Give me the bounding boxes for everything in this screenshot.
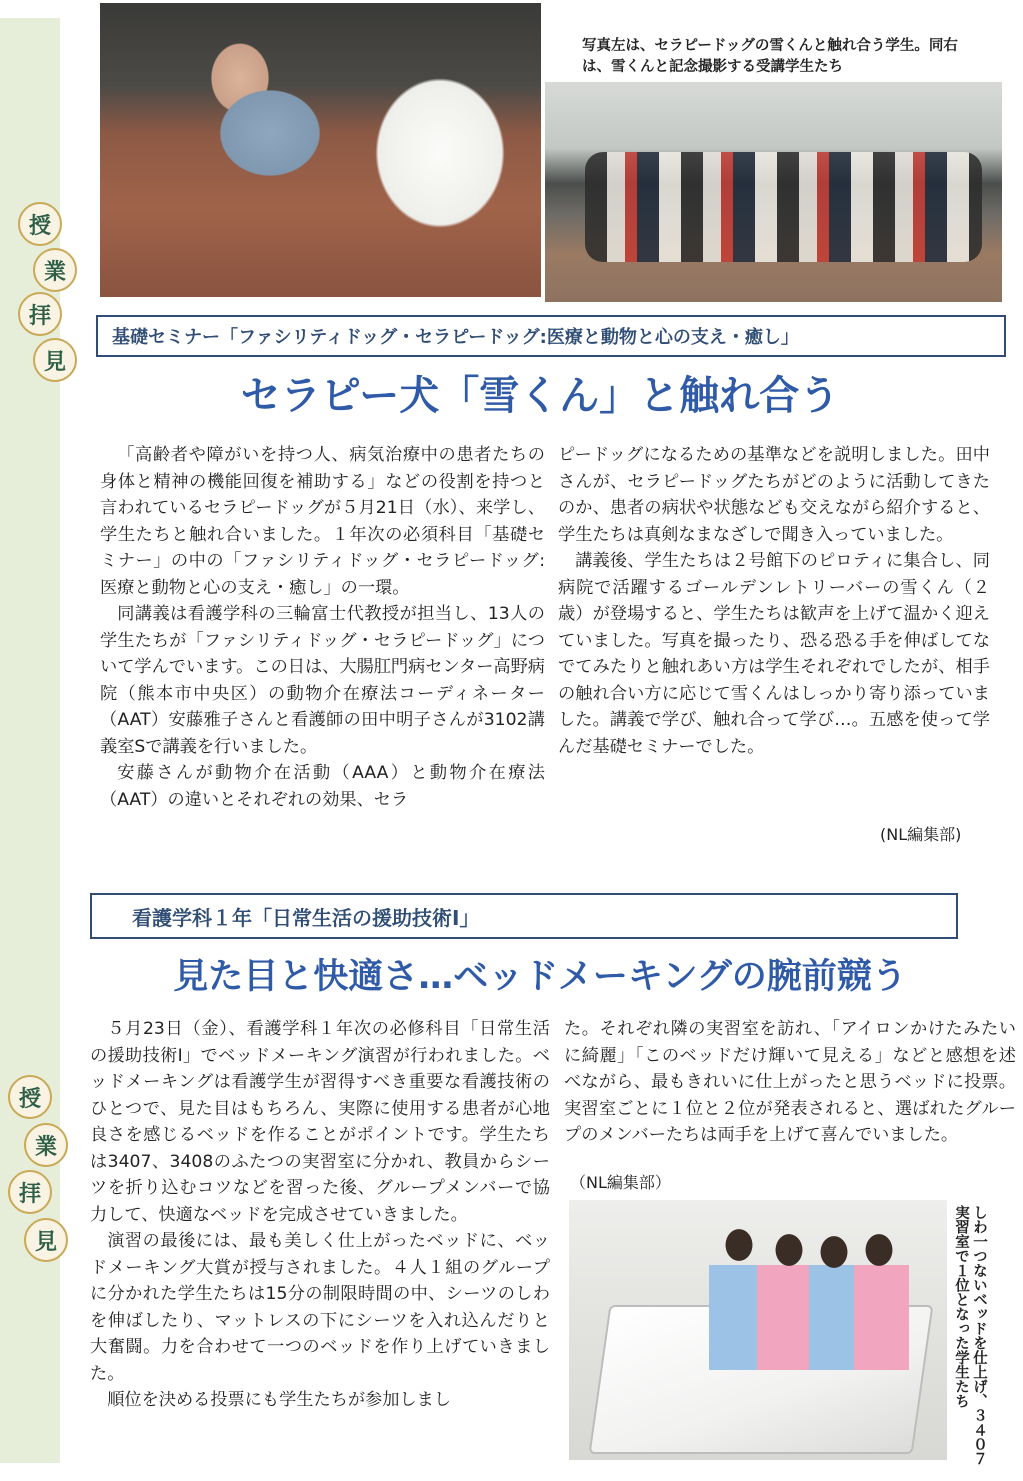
article1-paragraph: 「高齢者や障がいを持つ人、病気治療中の患者たちの身体と精神の機能回復を補助する」などの役割を持つと言われているセラピードッグが５月21日（水）、来学し、学生たちと触れ合いました。１年次の必須科目「基礎セミナー」の中の「ファシリティドッグ・セラピードッグ:医療と動物と心の支え・癒し」の一環。	[100, 445, 545, 598]
headline-1: セラピー犬「雪くん」と触れ合う	[240, 373, 840, 419]
section-label-2	[90, 893, 958, 939]
photo-students	[709, 1220, 909, 1370]
article1-left-column	[100, 442, 545, 813]
article1-paragraph: 安藤さんが動物介在活動（AAA）と動物介在療法（AAT）の違いとそれぞれの効果、セラ	[100, 763, 545, 810]
photo-student-with-dog	[100, 3, 541, 297]
badge-ken-2: 見	[24, 1218, 68, 1262]
article1-paragraph: 同講義は看護学科の三輪富士代教授が担当し、13人の学生たちが「ファシリティドッグ・セラピードッグ」について学んでいます。この日は、大腸肛門病センター高野病院（熊本市中央区）の動物介在療法コーディネーター（AAT）安藤雅子さんと看護師の田中明子さんが3102講義室Sで講義を行いました。	[100, 604, 545, 757]
section-label-1-text: 基礎セミナー「ファシリティドッグ・セラピードッグ:医療と動物と心の支え・癒し」	[112, 327, 799, 348]
article1-credit: (NL編集部)	[880, 825, 962, 844]
article2-left-column	[90, 1016, 550, 1414]
section-label-2-text: 看護学科１年「日常生活の援助技術Ⅰ」	[132, 905, 480, 930]
badge-jyu-2: 授	[8, 1075, 52, 1119]
article1-right-column	[558, 442, 990, 760]
photo-caption-2: しわ一つないベッドを仕上げ、３４０７実習室で１位となった学生たち	[953, 1205, 987, 1466]
photo-caption-1: 写真左は、セラピードッグの雪くんと触れ合う学生。同右は、雪くんと記念撮影する受講学生たち	[582, 38, 958, 75]
photo-group-with-dog	[545, 82, 1002, 302]
section-label-1	[96, 315, 1006, 357]
article2-right-column	[564, 1016, 1016, 1149]
badge-hai: 拝	[18, 292, 62, 336]
article1-paragraph: ピードッグになるための基準などを説明しました。田中さんが、セラピードッグたちがどのように活動してきたのか、患者の病状や状態なども交えながら紹介すると、学生たちは真剣なまなざしで聞き入っていました。	[558, 445, 990, 545]
photo-group-people	[585, 152, 982, 262]
badge-jyu: 授	[18, 202, 62, 246]
badge-gyo-2: 業	[24, 1123, 68, 1167]
article2-paragraph: た。それぞれ隣の実習室を訪れ、「アイロンかけたみたいに綺麗」「このベッドだけ輝いて見える」などと感想を述べながら、最もきれいに仕上がったと思うベッドに投票。実習室ごとに１位と２位が発表されると、選ばれたグループのメンバーたちは両手を上げて喜んでいました。	[564, 1019, 1016, 1145]
badge-ken: 見	[33, 338, 77, 382]
badge-gyo: 業	[33, 248, 77, 292]
headline-2: 見た目と快適さ…ベッドメーキングの腕前競う	[173, 957, 907, 997]
photo-bedmaking-winners	[569, 1200, 947, 1460]
article2-paragraph: 演習の最後には、最も美しく仕上がったベッドに、ベッドメーキング大賞が授与されました。４人１組のグループに分かれた学生たちは15分の制限時間の中、シーツのしわを伸ばしたり、マットレスの下にシーツを入れ込んだりと大奮闘。力を合わせて一つのベッドを作り上げていきました。	[90, 1231, 550, 1384]
badge-hai-2: 拝	[8, 1170, 52, 1214]
article1-paragraph: 講義後、学生たちは２号館下のピロティに集合し、同病院で活躍するゴールデンレトリーバーの雪くん（２歳）が登場すると、学生たちは歓声を上げて温かく迎えていました。写真を撮ったり、恐る恐る手を伸ばしてなでてみたりと触れあい方は学生それぞれでしたが、相手の触れ合い方に応じて雪くんはしっかり寄り添っていました。講義で学び、触れ合って学び…。五感を使って学んだ基礎セミナーでした。	[558, 551, 990, 757]
article2-credit: （NL編集部）	[570, 1173, 671, 1192]
article2-paragraph: 順位を決める投票にも学生たちが参加しまし	[107, 1390, 451, 1410]
article2-paragraph: ５月23日（金）、看護学科１年次の必修科目「日常生活の援助技術Ⅰ」でベッドメーキング演習が行われました。ベッドメーキングは看護学生が習得すべき重要な看護技術のひとつで、見た目はもちろん、実際に使用する患者が心地良さを感じるベッドを作ることがポイントです。学生たちは3407、3408のふたつの実習室に分かれ、教員からシーツを折り込むコツなどを習った後、グループメンバーで協力して、快適なベッドを完成させていきました。	[90, 1019, 550, 1225]
